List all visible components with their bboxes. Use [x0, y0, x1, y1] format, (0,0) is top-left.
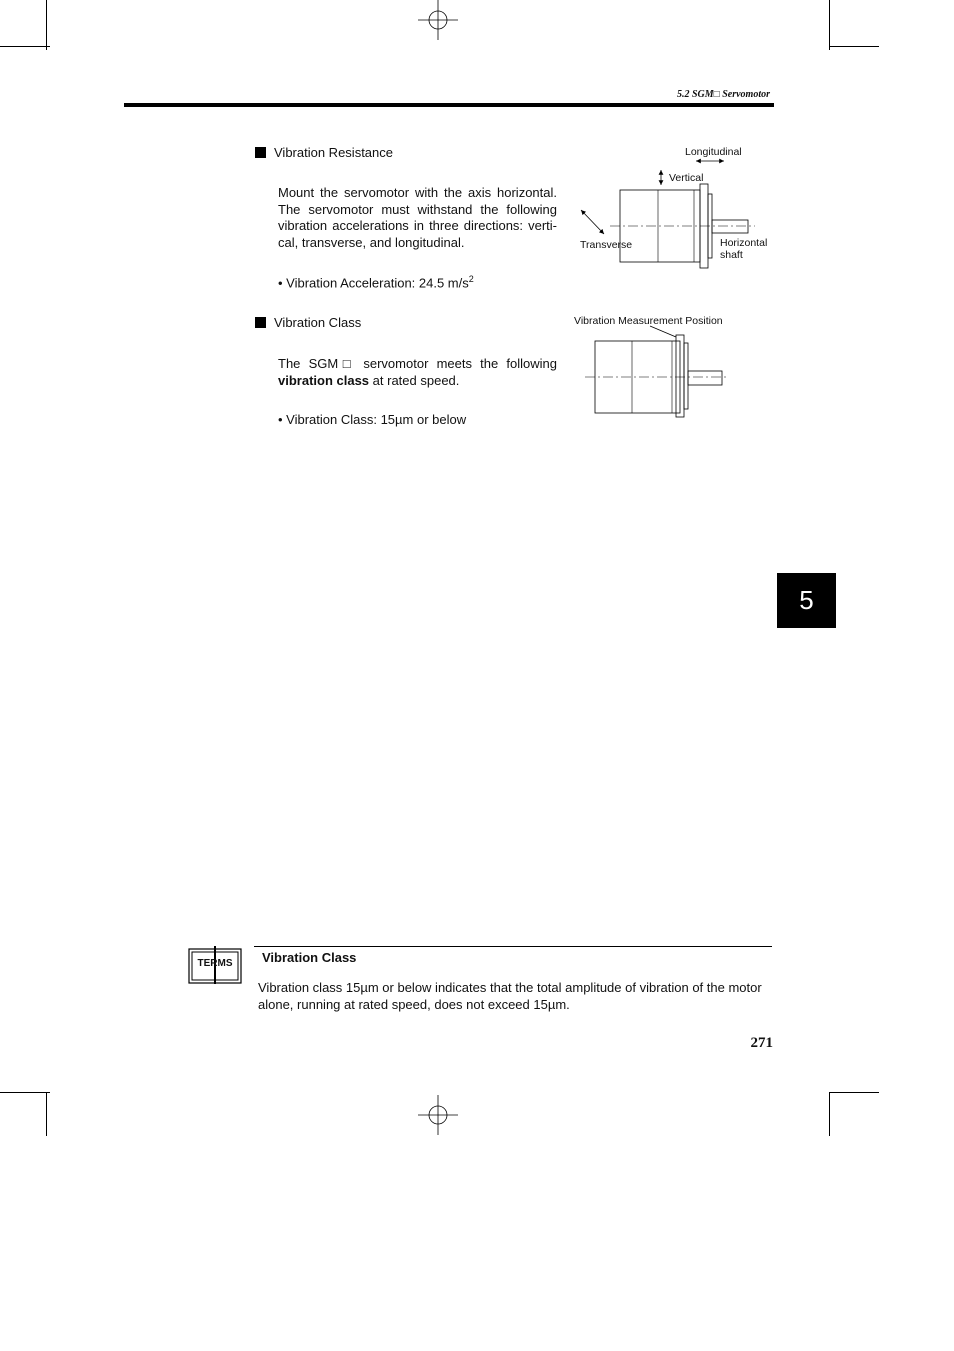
vibration-class-bullet: • Vibration Class: 15µm or below: [278, 412, 467, 427]
vibration-resistance-heading: [255, 145, 393, 160]
measurement-position-label: Vibration Measurement Position: [574, 315, 723, 327]
vibration-class-body: [278, 356, 557, 389]
header-rule: [124, 103, 774, 107]
registration-mark-top: [418, 0, 458, 40]
measurement-position-diagram: [580, 325, 740, 425]
vibration-resistance-heading-text: Vibration Resistance: [274, 145, 393, 160]
horizontal-label-line2: shaft: [720, 249, 743, 261]
terms-icon-label: TERMS: [197, 958, 233, 969]
horizontal-label-line1: Horizontal: [720, 237, 768, 249]
vibration-acceleration-bullet: [278, 274, 474, 290]
square-bullet-icon: [255, 317, 266, 328]
square-bullet-icon: [255, 147, 266, 158]
vibration-class-body-prefix: The SGM□ servomotor meets the following: [278, 356, 557, 371]
terms-title: Vibration Class: [262, 950, 357, 965]
longitudinal-label: Longitudinal: [685, 146, 742, 158]
horizontal-shaft-label: [720, 237, 767, 261]
vibration-acceleration-exponent: 2: [468, 274, 474, 284]
terms-rule: [254, 946, 772, 947]
vibration-acceleration-text: • Vibration Acceleration: 24.5 m/s: [278, 275, 469, 291]
terms-book-icon: [188, 946, 242, 984]
running-header: 5.2 SGM□ Servomotor: [677, 89, 770, 100]
registration-mark-bottom: [418, 1095, 458, 1135]
vibration-class-heading-text: Vibration Class: [274, 315, 362, 330]
vibration-class-heading: [255, 315, 361, 330]
transverse-label: Transverse: [580, 239, 633, 251]
vibration-class-body-suffix: at rated speed.: [369, 372, 460, 388]
vibration-class-body-bold: vibration class: [278, 372, 370, 388]
vertical-label: Vertical: [669, 172, 704, 184]
chapter-tab: 5: [777, 573, 836, 628]
page-number: 271: [750, 1035, 773, 1051]
vibration-resistance-body: Mount the servomotor with the axis horizontal. The servomotor must withstand the following vibration accelerations in three directions: verti-cal, transverse, and longitudinal.: [278, 185, 557, 250]
terms-body: Vibration class 15µm or below indicates that the total amplitude of vibration of the motor alone, running at rated speed, does not exceed 15µm.: [258, 980, 762, 1012]
